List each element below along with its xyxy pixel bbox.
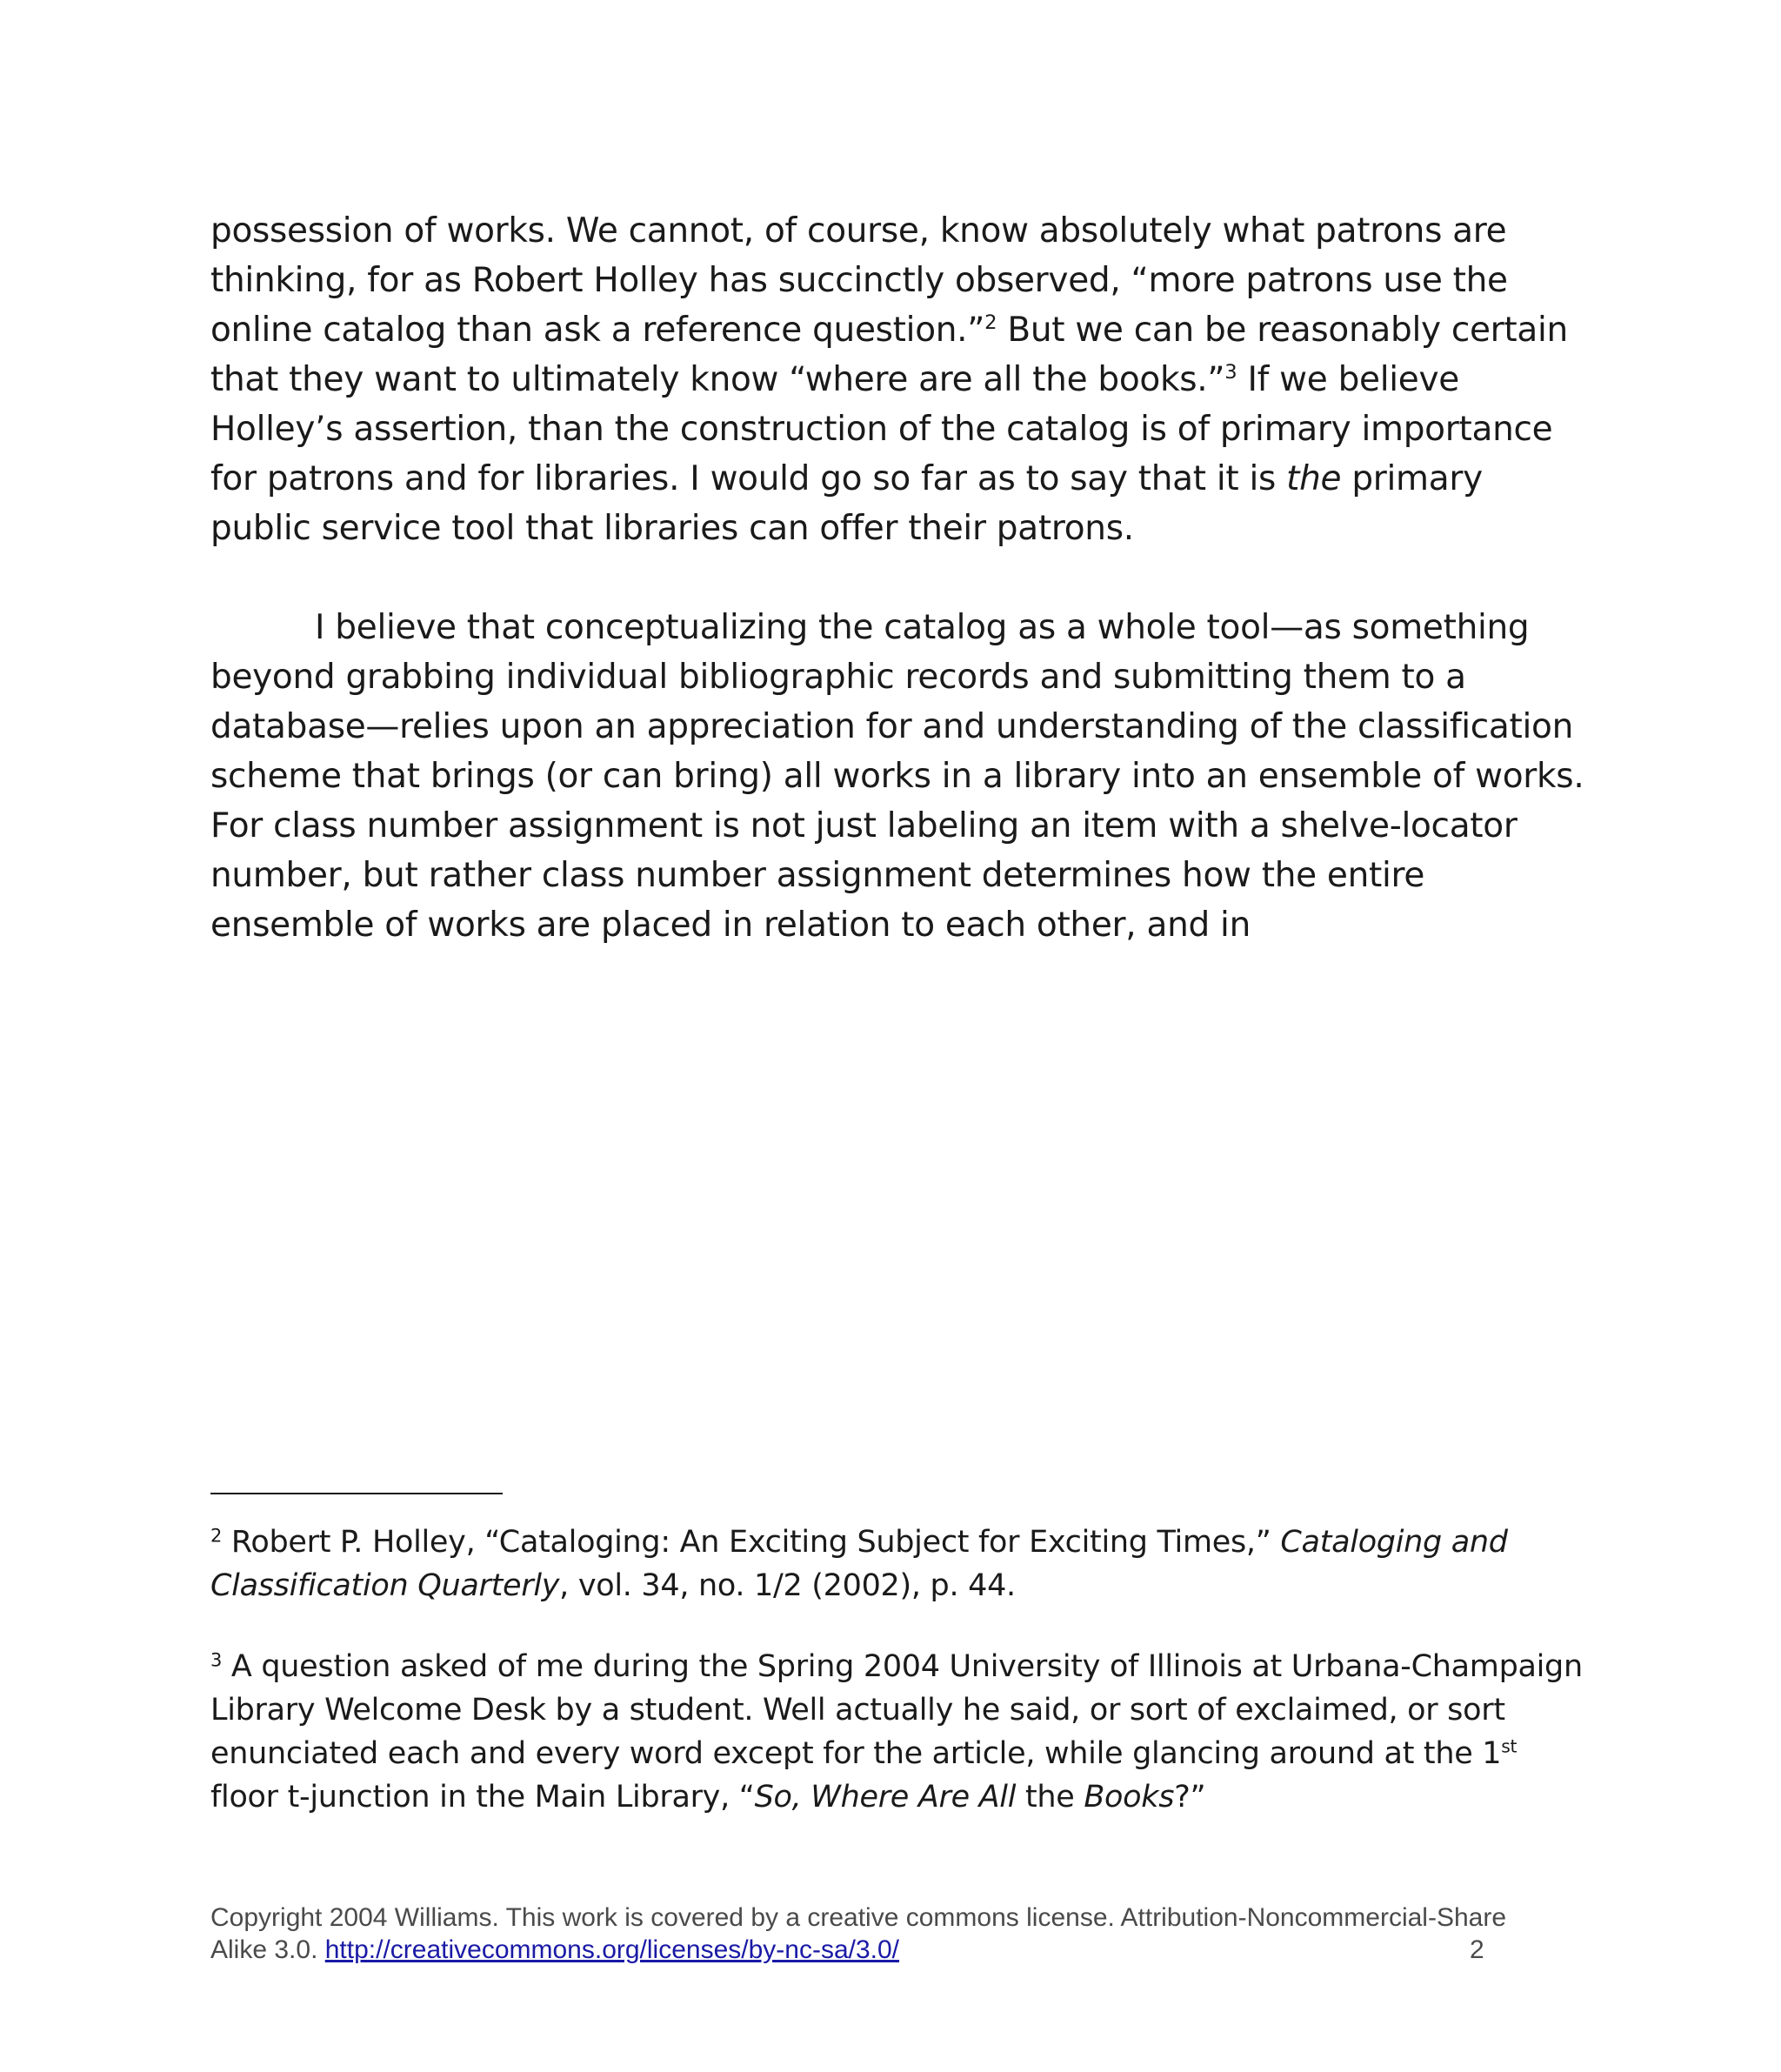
footnote-3-quote-italic-1: So, Where Are All <box>754 1780 1017 1815</box>
paragraph-1-text-a: possession of works. We cannot, of course, know absolutely what patrons are thinking, for as Robert Holley has succinctly observed, “more patrons use the online catalog than ask a reference question.” <box>210 211 1508 350</box>
body-paragraph-2: I believe that conceptualizing the catalog as a whole tool—as something beyond grabbing individual bibliographic records and submitting them to a database—relies upon an appreciation for and understanding of the classification scheme that brings (or can bring) all works in a library into an ensemble of works. For class number assignment is not just labeling an item with a shelve-locator number, but rather class number assignment determines how the entire ensemble of works are placed in relation to each other, and in <box>210 608 1584 945</box>
ordinal-suffix: st <box>1501 1735 1518 1757</box>
footnote-ref-3[interactable]: 3 <box>1224 361 1237 384</box>
paragraph-1-text-d: primary public service tool that libraries can offer their patrons. <box>210 459 1483 548</box>
footnote-2-journal-title: Cataloging and Classification Quarterly <box>210 1525 1508 1603</box>
license-link[interactable]: http://creativecommons.org/licenses/by-nc-sa/3.0/ <box>324 1935 900 1964</box>
footnote-2-text-a: Robert P. Holley, “Cataloging: An Exciting Subject for Exciting Times,” <box>222 1525 1281 1560</box>
page-footer <box>210 1902 1515 1966</box>
footnote-3 <box>210 1645 1584 1819</box>
body-paragraph-1 <box>210 206 1584 553</box>
footnote-3-quote-italic-2: Books <box>1084 1780 1175 1815</box>
footnote-3-number: 3 <box>210 1649 223 1671</box>
footnote-2 <box>210 1521 1584 1607</box>
footnote-separator <box>210 1493 503 1494</box>
footnote-3-text-c: the <box>1016 1780 1084 1815</box>
page-number: 2 <box>1470 1935 1484 1964</box>
footnote-2-text-b: , vol. 34, no. 1/2 (2002), p. 44. <box>559 1568 1016 1603</box>
footnote-2-number: 2 <box>210 1525 223 1547</box>
footnote-3-text-d: ?” <box>1174 1780 1206 1815</box>
emphasis-the: the <box>1286 459 1342 498</box>
footnote-ref-2[interactable]: 2 <box>984 311 997 334</box>
paragraph-1-text-b: But we can be reasonably certain that they want to ultimately know “where are all the books.” <box>210 311 1568 399</box>
paragraph-1-text-c: If we believe Holley’s assertion, than the construction of the catalog is of primary importance for patrons and for libraries. I would go so far as to say that it is <box>210 360 1553 498</box>
copyright-notice: Copyright 2004 Williams. This work is covered by a creative commons license. Attribution-Noncommercial-Share Alike 3.0. <box>210 1903 1507 1964</box>
footnote-3-text-b: floor t-junction in the Main Library, “ <box>210 1780 755 1815</box>
footnote-3-text-a: A question asked of me during the Spring 2004 University of Illinois at Urbana-Champaign Library Welcome Desk by a student. Well actually he said, or sort of exclaimed, or sort enunciated each and every word except for the article, while glancing around at the 1 <box>210 1649 1583 1771</box>
